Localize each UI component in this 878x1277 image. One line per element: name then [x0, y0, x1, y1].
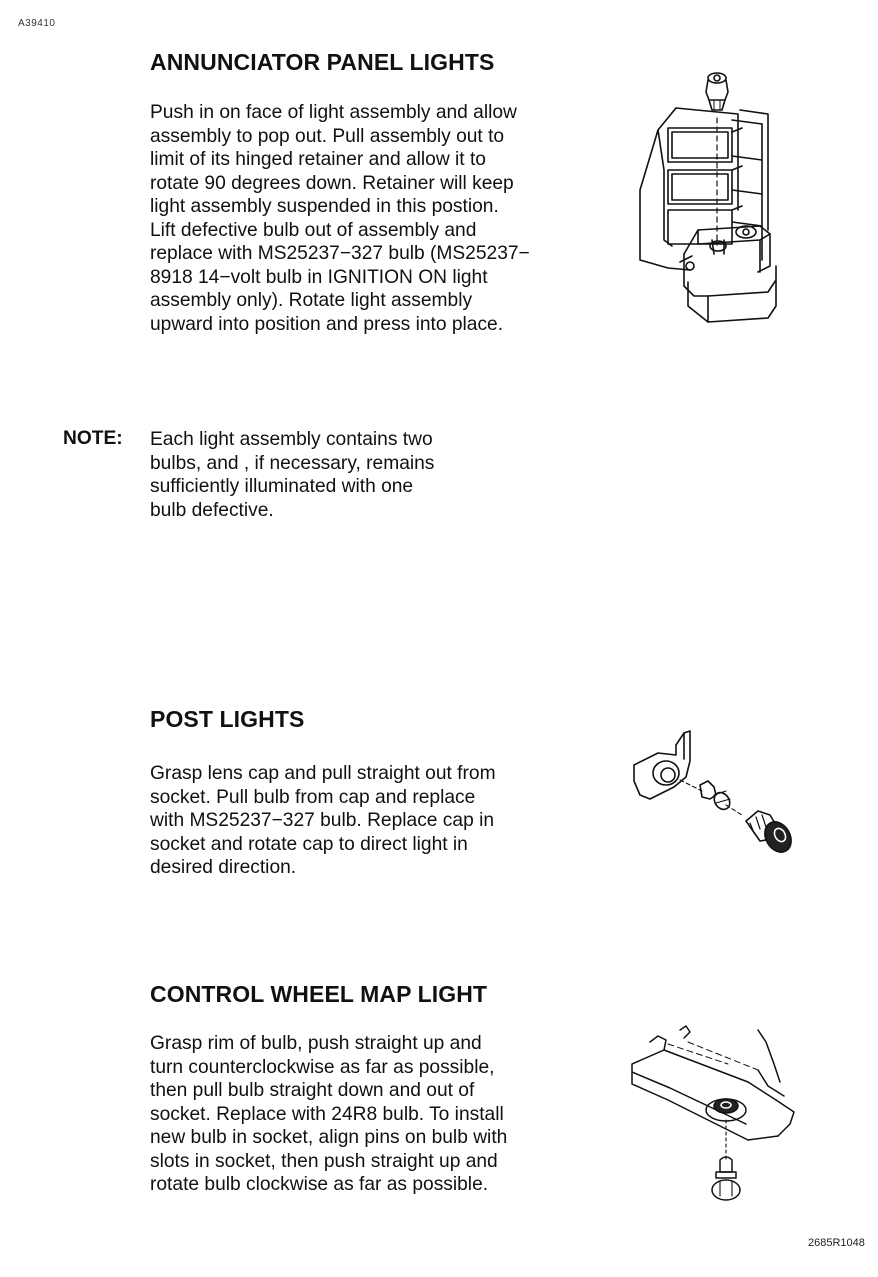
- map-line: turn counterclockwise as far as possible,: [150, 1056, 495, 1078]
- map-line: Grasp rim of bulb, push straight up and: [150, 1033, 482, 1054]
- figure-code: 2685R1048: [808, 1237, 865, 1249]
- post-lights-text: [150, 762, 496, 880]
- annunciator-line: rotate 90 degrees down. Retainer will keep: [150, 172, 514, 194]
- post-light-illustration: [630, 725, 795, 861]
- note-label: NOTE:: [63, 428, 123, 449]
- post-line: Grasp lens cap and pull straight out from: [150, 763, 496, 784]
- post-line: socket. Pull bulb from cap and replace: [150, 786, 476, 808]
- annunciator-line: Lift defective bulb out of assembly and: [150, 219, 477, 241]
- annunciator-line: light assembly suspended in this postion.: [150, 196, 499, 217]
- map-line: socket. Replace with 24R8 bulb. To install: [150, 1103, 504, 1125]
- post-line: with MS25237−327 bulb. Replace cap in: [150, 810, 495, 831]
- map-line: slots in socket, then push straight up and: [150, 1150, 498, 1172]
- note-line: bulbs, and , if necessary, remains: [150, 452, 435, 474]
- note-line: sufficiently illuminated with one: [150, 476, 414, 497]
- post-line: socket and rotate cap to direct light in: [150, 833, 468, 855]
- map-line: new bulb in socket, align pins on bulb with: [150, 1127, 508, 1148]
- map-line: rotate bulb clockwise as far as possible.: [150, 1174, 489, 1195]
- map-light-text: [150, 1032, 507, 1197]
- post-line: desired direction.: [150, 857, 297, 878]
- annunciator-line: upward into position and press into place.: [150, 313, 504, 335]
- note-text: [150, 428, 434, 522]
- map-line: then pull bulb straight down and out of: [150, 1080, 475, 1101]
- annunciator-line: assembly only). Rotate light assembly: [150, 290, 473, 311]
- annunciator-light-illustration: [628, 70, 778, 328]
- annunciator-text: [150, 101, 530, 336]
- annunciator-line: replace with MS25237−327 bulb (MS25237−: [150, 243, 530, 264]
- post-lights-title: POST LIGHTS: [150, 706, 305, 732]
- corner-mark: A39410: [18, 18, 56, 29]
- annunciator-line: 8918 14−volt bulb in IGNITION ON light: [150, 266, 488, 288]
- map-light-title: CONTROL WHEEL MAP LIGHT: [150, 981, 488, 1007]
- note-line: bulb defective.: [150, 499, 274, 521]
- annunciator-line: Push in on face of light assembly and allow: [150, 102, 517, 123]
- annunciator-line: limit of its hinged retainer and allow it to: [150, 149, 486, 170]
- map-light-illustration: [628, 1020, 798, 1206]
- note-line: Each light assembly contains two: [150, 429, 433, 450]
- annunciator-line: assembly to pop out. Pull assembly out to: [150, 125, 505, 147]
- annunciator-title: ANNUNCIATOR PANEL LIGHTS: [150, 49, 495, 75]
